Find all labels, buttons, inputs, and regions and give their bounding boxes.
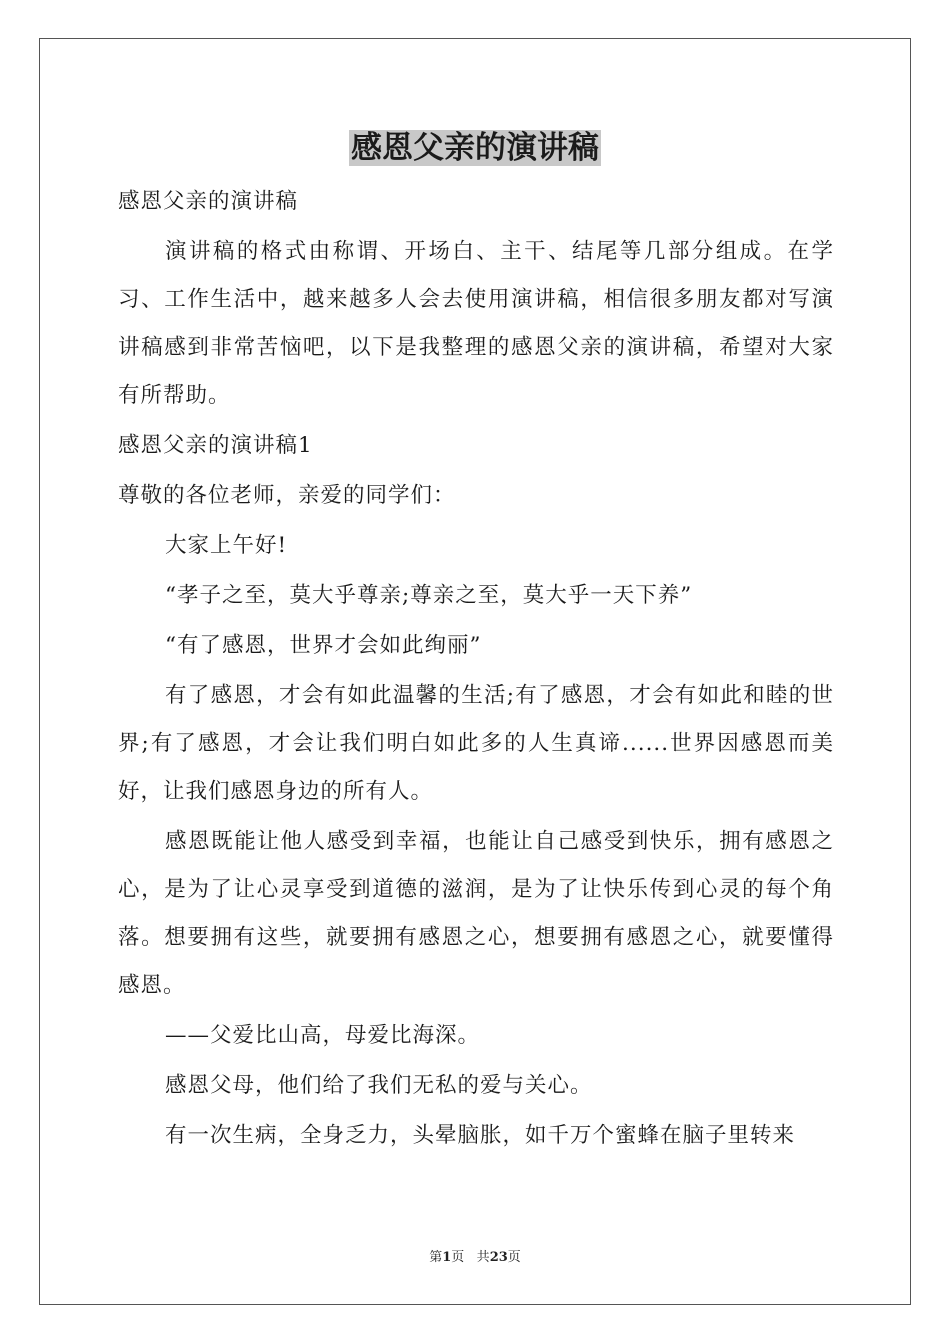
paragraph: 感恩父亲的演讲稿 bbox=[118, 189, 299, 214]
paragraph: 尊敬的各位老师，亲爱的同学们： bbox=[118, 483, 456, 508]
total-prefix: 共 bbox=[476, 1250, 490, 1265]
paragraph: 有一次生病，全身乏力，头晕脑胀，如千万个蜜蜂在脑子里转来 bbox=[165, 1123, 796, 1148]
document-body bbox=[118, 178, 834, 1162]
page-prefix: 第 bbox=[429, 1250, 443, 1265]
paragraph: ——父爱比山高，母爱比海深。 bbox=[165, 1023, 481, 1048]
paragraph: 有了感恩，才会有如此温馨的生活;有了感恩，才会有如此和睦的世界;有了感恩，才会让我们明白如此多的人生真谛......世界因感恩而美好，让我们感恩身边的所有人。 bbox=[118, 683, 834, 804]
page-suffix: 页 bbox=[451, 1250, 465, 1265]
paragraph: 演讲稿的格式由称谓、开场白、主干、结尾等几部分组成。在学习、工作生活中，越来越多人会去使用演讲稿，相信很多朋友都对写演讲稿感到非常苦恼吧，以下是我整理的感恩父亲的演讲稿，希望对大家有所帮助。 bbox=[118, 239, 834, 408]
paragraph: 感恩父亲的演讲稿1 bbox=[118, 433, 313, 458]
paragraph: “有了感恩，世界才会如此绚丽” bbox=[165, 633, 482, 658]
page-number: 1 bbox=[442, 1250, 452, 1265]
paragraph: 感恩父母，他们给了我们无私的爱与关心。 bbox=[165, 1073, 593, 1098]
total-pages: 23 bbox=[489, 1250, 508, 1265]
document-title bbox=[0, 126, 950, 170]
paragraph: 感恩既能让他人感受到幸福，也能让自己感受到快乐，拥有感恩之心，是为了让心灵享受到道德的滋润，是为了让快乐传到心灵的每个角落。想要拥有这些，就要拥有感恩之心，想要拥有感恩之心，就要懂得感恩。 bbox=[118, 829, 834, 998]
page-footer bbox=[0, 1246, 950, 1265]
total-suffix: 页 bbox=[507, 1250, 521, 1265]
paragraph: “孝子之至，莫大乎尊亲;尊亲之至，莫大乎一天下养” bbox=[165, 583, 693, 608]
paragraph: 大家上午好! bbox=[165, 533, 288, 558]
document-title-text: 感恩父亲的演讲稿 bbox=[351, 130, 599, 166]
